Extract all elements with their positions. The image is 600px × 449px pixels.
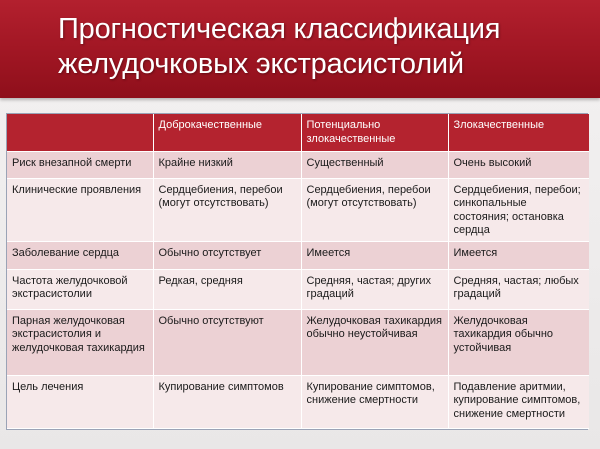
table-cell: Средняя, частая; любых градаций xyxy=(448,269,589,309)
row-label: Риск внезапной смерти xyxy=(7,151,153,178)
table-cell: Очень высокий xyxy=(448,151,589,178)
table-cell: Подавление аритмии, купирование симптомов, снижение смертности xyxy=(448,375,589,428)
slide-title xyxy=(58,12,588,82)
table-cell: Желудочковая тахикардия обычно устойчивая xyxy=(448,309,589,375)
table-row xyxy=(7,241,589,269)
classification-table xyxy=(7,114,589,429)
table-row xyxy=(7,309,589,375)
table-row xyxy=(7,151,589,178)
table-cell: Сердцебиения, перебои; синкопальные состояния; остановка сердца xyxy=(448,178,589,241)
table-cell: Редкая, средняя xyxy=(153,269,301,309)
table-cell: Желудочковая тахикардия обычно неустойчивая xyxy=(301,309,448,375)
table-cell: Имеется xyxy=(301,241,448,269)
slide-title-line2: желудочковых экстрасистолий xyxy=(58,48,464,80)
table-cell: Сердцебиения, перебои (могут отсутствовать) xyxy=(153,178,301,241)
row-label: Заболевание сердца xyxy=(7,241,153,269)
table-header-row xyxy=(7,114,589,151)
table-row xyxy=(7,178,589,241)
header-cell-empty xyxy=(7,114,153,151)
row-label: Цель лечения xyxy=(7,375,153,428)
table-cell: Купирование симптомов xyxy=(153,375,301,428)
table-row xyxy=(7,269,589,309)
row-label: Частота желудочковой экстрасистолии xyxy=(7,269,153,309)
title-banner xyxy=(0,0,600,98)
slide-title-line1: Прогностическая классификация xyxy=(58,13,501,45)
row-label: Клинические проявления xyxy=(7,178,153,241)
header-cell-benign: Доброкачественные xyxy=(153,114,301,151)
header-cell-malignant: Злокачественные xyxy=(448,114,589,151)
row-label: Парная желудочковая экстрасистолия и желудочковая тахикардия xyxy=(7,309,153,375)
table-cell: Существенный xyxy=(301,151,448,178)
classification-table-container xyxy=(6,113,588,430)
table-cell: Обычно отсутствует xyxy=(153,241,301,269)
table-cell: Обычно отсутствуют xyxy=(153,309,301,375)
table-cell: Сердцебиения, перебои (могут отсутствовать) xyxy=(301,178,448,241)
table-cell: Крайне низкий xyxy=(153,151,301,178)
table-cell: Имеется xyxy=(448,241,589,269)
table-cell: Средняя, частая; других градаций xyxy=(301,269,448,309)
table-row xyxy=(7,375,589,428)
table-cell: Купирование симптомов, снижение смертности xyxy=(301,375,448,428)
header-cell-potentially-malignant: Потенциально злокачественные xyxy=(301,114,448,151)
